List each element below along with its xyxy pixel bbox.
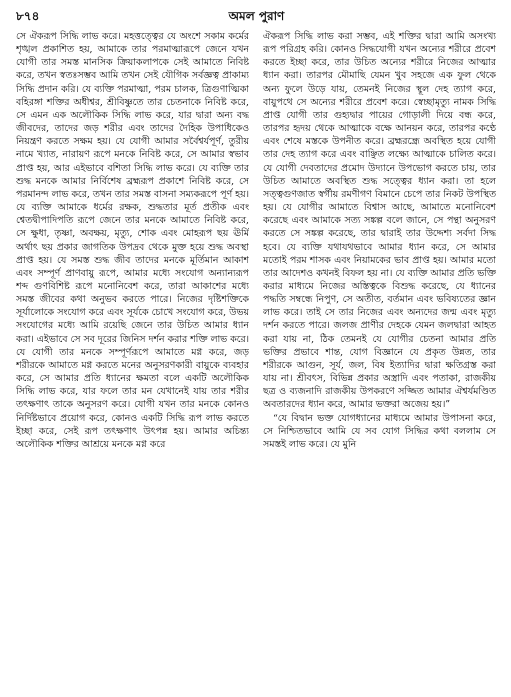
running-head (16, 6, 497, 26)
running-title: অমল পুরাণ (228, 9, 285, 23)
right-column-paragraph-2: “যে বিদ্বান ভক্ত যোগধ্যানের মাধ্যমে আমার উপাসনা করে, সে নিশ্চিতভাবে আমি যে সব যোগ সিদ্ধির কথা বললাম সে সমস্তই লাভ করে। যে মুনি (263, 412, 496, 450)
text-columns (16, 30, 497, 690)
right-column-paragraph-1: ঐকরূপ সিদ্ধি লাভ করা সম্ভব, এই শক্তির দ্বারা আমি অসংখ্য রূপ পরিগ্রহ করি। কোনও সিদ্ধযোগী যখন অন্যের শরীরে প্রবেশ করতে ইচ্ছা করে, তার উচিত অন্যের শরীরে নিজের আত্মার ধ্যান করা। তারপর মৌমাছি যেমন খুব সহজে এক ফুল থেকে অন্য ফুলে উড়ে যায়, তেমনই নিজের স্থূল দেহ ত্যাগ করে, বায়ুপথে সে অন্যের শরীরে প্রবেশ করে। স্বেচ্ছামৃত্যু নামক সিদ্ধি প্রাপ্ত যোগী তার গুহ্যদ্বার পায়ের গোড়ালী দিয়ে বন্ধ করে, তারপর হৃদয় থেকে আত্মাকে বক্ষে আনয়ন করে, তারপর কণ্ঠে এবং শেষে মস্তকে উপনীত করে। ব্রহ্মরন্ধ্রে অবস্থিত হয়ে যোগী তার দেহ ত্যাগ করে এবং বাঞ্ছিত লক্ষ্যে আত্মাকে চালিত করে। যে যোগী দেবতাদের প্রমোদ উদ্যানে উপভোগ করতে চায়, তার উচিত আমাতে অবস্থিত শুদ্ধ সত্ত্বের ধ্যান করা। তা হলে সত্ত্বগুণজাত স্বর্গীয় রমণীগণ বিমানে চেপে তার নিকট উপস্থিত হয়। যে যোগীর আমাতে বিশ্বাস আছে, আমাতে মনোনিবেশ করেছে এবং আমাকে সত্য সঙ্কল্প বলে জানে, সে পন্থা অনুসরণ করতে সে সঙ্কল্প করেছে, তার দ্বারাই তার উদ্দেশ্য সর্বদা সিদ্ধ হবে। যে ব্যক্তি যথাযথভাবে আমার ধ্যান করে, সে আমার মতোই পরম শাসক এবং নিয়ামকের ভাব প্রাপ্ত হয়। আমার মতো তার আদেশও কখনই বিফল হয় না। যে ব্যক্তি আমার প্রতি ভক্তি করার মাধ্যমে নিজের অস্তিত্বকে বিশুদ্ধ করেছে, যে ধ্যানের পদ্ধতি সম্বন্ধে নিপুণ, সে অতীত, বর্তমান এবং ভবিষ্যতের জ্ঞান লাভ করে। তাই সে তার নিজের এবং অন্যদের জন্ম এবং মৃত্যু দর্শন করতে পারে। জলজ প্রাণীর দেহকে যেমন জলদ্বারা আহত করা যায় না, ঠিক তেমনই যে যোগীর চেতনা আমার প্রতি ভক্তির প্রভাবে শান্ত, যোগ বিজ্ঞানে যে প্রকৃত উন্নত, তার শরীরকে আগুন, সূর্য, জল, বিষ ইত্যাদির দ্বারা ক্ষতিগ্রস্ত করা যায় না। শ্রীবৎস, বিভিন্ন প্রকার অস্ত্রাদি এবং পতাকা, রাজকীয় ছত্র ও ব্যজনাদি রাজকীয় উপকরণে সজ্জিত আমার ঐশ্বর্যমণ্ডিত অবতারদের ধ্যান করে, আমার ভক্তরা অজেয় হয়।” (263, 31, 496, 411)
page-number: ৮৭৪ (16, 9, 40, 23)
right-column (263, 30, 496, 690)
left-column-paragraph: সে ঐকরূপ সিদ্ধি লাভ করে। মহত্তত্ত্বের যে অংশে সকাম কর্মের শৃঙ্খল প্রকাশিত হয়, আমাকে তার পরমাত্মারূপে জেনে যখন যোগী তার সমস্ত মানসিক ক্রিয়াকলাপকে সেই আমাতে নিবিষ্ট করে, তখন স্বতঃসম্ভব আমি তখন সেই যৌগিক সর্বজ্ঞত্ব প্রাকাম্য সিদ্ধি প্রদান করি। যে ব্যক্তি পরমাত্মা, পরম চালক, ত্রিগুণাত্মিকা বহিরঙ্গা শক্তির অধীশ্বর, শ্রীবিষ্ণুতে তার চেতনাকে নিবিষ্ট করে, সে এমন এক অলৌকিক সিদ্ধি লাভ করে, যার দ্বারা অন্য বদ্ধ জীবদের, তাদের জড় শরীর এবং তাদের দৈহিক উপাধিকেও নিয়ন্ত্রণ করতে সক্ষম হয়। যে যোগী আমার সর্বৈশ্বর্যপূর্ণ, তুরীয় নামে খ্যাত, নারায়ণ রূপে মনকে নিবিষ্ট করে, সে আমার স্বভাব প্রাপ্ত হয়, আর এইভাবে বশিতা সিদ্ধি লাভ করে। যে ব্যক্তি তার শুদ্ধ মনকে আমার নির্বিশেষ ব্রহ্মরূপ প্রকাশে নিবিষ্ট করে, সে পরমানন্দ লাভ করে, তখন তার সমস্ত বাসনা সম্যকরূপে পূর্ণ হয়। যে ব্যক্তি আমাকে ধর্মের রক্ষক, শুদ্ধতার মূর্ত প্রতীক এবং শ্বেতদ্বীপাদিপতি রূপে জেনে তার মনকে আমাতে নিবিষ্ট করে, সে ক্ষুধা, তৃষ্ণা, অবক্ষয়, মৃত্যু, শোক এবং মোহরূপ ছয় ঊর্মি অর্থাৎ ছয় প্রকার জাগতিক উপদ্রব থেকে মুক্ত হয়ে শুদ্ধ অবস্থা প্রাপ্ত হয়। যে সমস্ত শুদ্ধ জীব তাদের মনকে মূর্তিমান আকাশ এবং সম্পূর্ণ প্রাণবায়ু রূপে, আমার মধ্যে সংযোগ অন্যান্যরূপ শব্দ গুণবিশিষ্ট রূপে মনোনিবেশ করে, তারা আকাশের মধ্যে সমস্ত জীবের কথা অনুভব করতে পারে। নিজের দৃষ্টিশক্তিকে সূর্যালোকে সংযোগ করে এবং সূর্যকে চোখে সংযোগ করে, উভয় সংযোগের মধ্যে আমি রয়েছি জেনে তার উচিত আমার ধ্যান করা। এইভাবে সে সব দূরের জিনিস দর্শন করার শক্তি লাভ করে। যে যোগী তার মনকে সম্পূর্ণরূপে আমাতে মগ্ন করে, জড় শরীরকে আমাতে মগ্ন করতে মনের অনুসরণকারী বায়ুকে ব্যবহার করে, সে আমার প্রতি ধ্যানের ক্ষমতা বলে একটি অলৌকিক সিদ্ধি লাভ করে, যার ফলে তার মন যেখানেই যায় তার শরীর তৎক্ষণাৎ তাকে অনুসরণ করে। যোগী যখন তার মনকে কোনও নির্দিষ্টভাবে প্রয়োগ করে, কোনও একটি সিদ্ধি রূপ লাভ করতে ইচ্ছা করে, সেই রূপ তৎক্ষণাৎ উৎপন্ন হয়। আমার অচিন্ত্য অলৌকিক শক্তির আশ্রয়ে মনকে মগ্ন করে (16, 31, 249, 450)
left-column (16, 30, 249, 690)
